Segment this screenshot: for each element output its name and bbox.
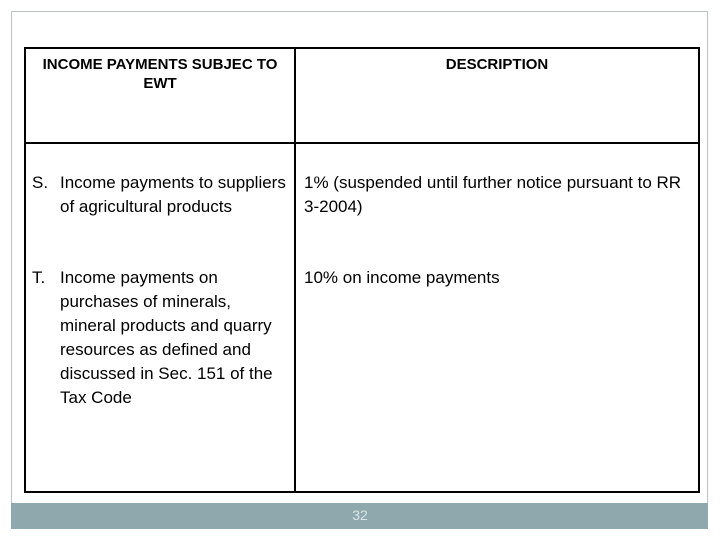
row-marker: S. — [32, 173, 49, 192]
table-row-t-item — [32, 266, 288, 410]
income-payments-table — [24, 47, 700, 493]
header-income-payments: INCOME PAYMENTS SUBJEC TO EWT — [42, 56, 278, 92]
table-row-t-description: 10% on income payments — [304, 268, 500, 287]
row-item-text: Income payments on purchases of minerals, mineral products and quarry resources as defined and discussed in Sec. 151 of the Tax Code — [60, 268, 273, 407]
row-item-text: Income payments to suppliers of agricultural products — [60, 173, 286, 216]
page-number: 32 — [352, 507, 368, 523]
table-row-s-item — [32, 171, 288, 219]
header-description: DESCRIPTION — [445, 56, 549, 73]
table-row-s-description: 1% (suspended until further notice pursuant to RR 3-2004) — [304, 173, 682, 216]
column-divider — [294, 49, 296, 491]
row-marker: T. — [32, 268, 46, 287]
header-divider — [26, 142, 698, 144]
